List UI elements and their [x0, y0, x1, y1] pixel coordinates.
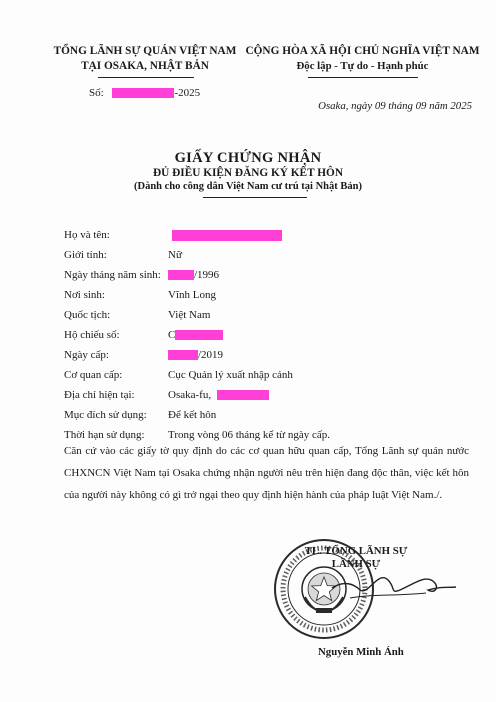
issue-date: Osaka, ngày 09 tháng 09 năm 2025	[318, 100, 472, 112]
field-value: Osaka-fu,	[168, 389, 212, 401]
redaction-block	[168, 350, 198, 360]
field-value: /2019	[198, 349, 224, 361]
field-label: Nơi sinh:	[64, 289, 105, 301]
document-number-suffix: -2025	[174, 87, 201, 99]
issuer-underline	[98, 77, 194, 78]
issuer-header	[50, 44, 240, 74]
field-label: Hộ chiếu số:	[64, 329, 120, 341]
field-label: Thời hạn sử dụng:	[64, 429, 145, 441]
redaction-block	[112, 88, 174, 98]
field-value: Nữ	[168, 249, 182, 261]
national-header	[245, 44, 480, 74]
document-number-label: Số:	[89, 87, 104, 99]
field-value-wrap	[168, 329, 223, 341]
field-value: /1996	[194, 269, 220, 281]
certification-statement: Căn cứ vào các giấy tờ quy định do các cơ quan hữu quan cấp, Tổng Lãnh sự quán nước CHXNCN Việt Nam tại Osaka chứng nhận người nêu trên hiện đang độc thân, việc kết hôn của người này không có gì trở ngại theo quy định hiện hành của pháp luật Việt Nam./.	[64, 445, 469, 501]
signer-name: Nguyễn Minh Ánh	[318, 646, 404, 658]
field-label: Giới tính:	[64, 249, 107, 261]
document-subtitle: ĐỦ ĐIỀU KIỆN ĐĂNG KÝ KẾT HÔN	[153, 167, 343, 179]
issuer-name: TỔNG LÃNH SỰ QUÁN VIỆT NAM	[53, 45, 237, 57]
document-scope: (Dành cho công dân Việt Nam cư trú tại Nhật Bản)	[134, 181, 362, 192]
signature-title: LÃNH SỰ	[331, 558, 381, 570]
field-label: Địa chỉ hiện tại:	[64, 389, 135, 401]
national-motto: Độc lập - Tự do - Hạnh phúc	[296, 60, 429, 72]
field-label: Cơ quan cấp:	[64, 369, 123, 381]
field-value-wrap	[168, 349, 223, 361]
signature-block	[296, 545, 416, 571]
field-value: C	[168, 329, 176, 341]
field-value: Vĩnh Long	[168, 289, 216, 301]
country-name: CỘNG HÒA XÃ HỘI CHỦ NGHĨA VIỆT NAM	[245, 45, 480, 57]
issuer-location: TẠI OSAKA, NHẬT BẢN	[81, 60, 209, 72]
redaction-block	[175, 330, 223, 340]
field-value: Để kết hôn	[168, 409, 217, 421]
field-value: Việt Nam	[168, 309, 211, 321]
field-label: Quốc tịch:	[64, 309, 111, 321]
field-label: Mục đích sử dụng:	[64, 409, 147, 421]
redaction-block	[172, 230, 282, 241]
field-value: Cục Quản lý xuất nhập cảnh	[168, 369, 293, 381]
field-label: Họ và tên:	[64, 229, 110, 241]
signature-authority: TL. TỔNG LÃNH SỰ	[304, 545, 408, 557]
field-label: Ngày tháng năm sinh:	[64, 269, 161, 281]
title-underline	[203, 197, 307, 198]
redaction-block	[217, 390, 269, 400]
field-label: Ngày cấp:	[64, 349, 109, 361]
motto-underline	[308, 77, 418, 78]
field-value-wrap	[168, 389, 269, 401]
field-value: Trong vòng 06 tháng kể từ ngày cấp.	[168, 429, 330, 441]
redaction-block	[168, 270, 194, 280]
field-value-wrap	[168, 269, 219, 281]
document-title: GIẤY CHỨNG NHẬN	[174, 150, 322, 166]
document-number	[89, 87, 200, 99]
field-value	[168, 229, 282, 241]
